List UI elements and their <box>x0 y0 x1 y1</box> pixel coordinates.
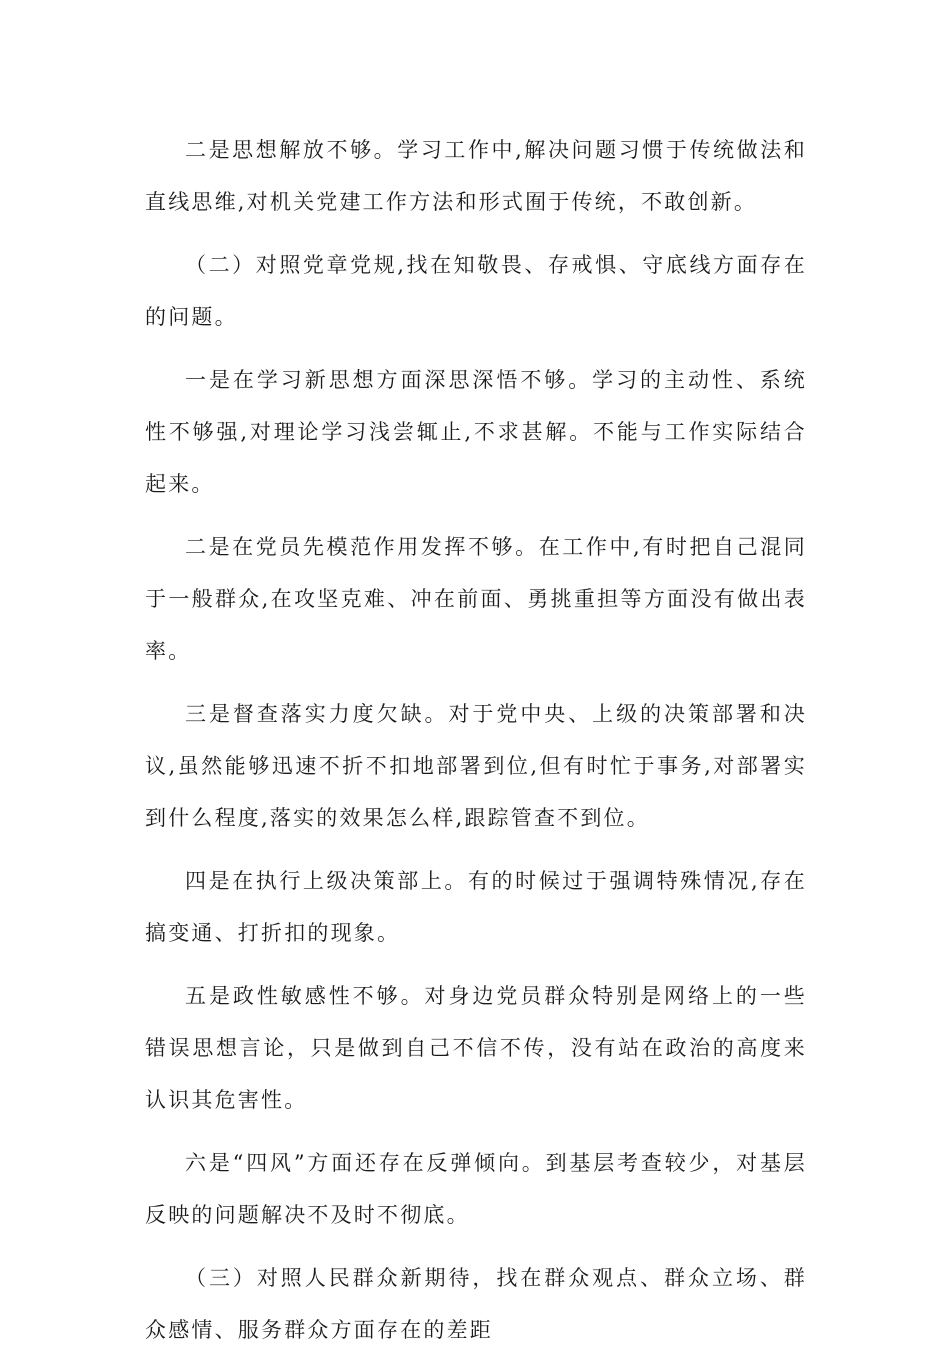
document-body <box>145 124 807 1356</box>
section-heading-party-constitution: （二）对照党章党规,找在知敬畏、存戒惧、守底线方面存在的问题。 <box>145 253 807 329</box>
section-heading-people-expectations: （三）对照人民群众新期待，找在群众观点、群众立场、群众感情、服务群众方面存在的差距 <box>145 1266 807 1342</box>
paragraph-thought-liberation: 二是思想解放不够。学习工作中,解决问题习惯于传统做法和直线思维,对机关党建工作方法和形式囿于传统，不敢创新。 <box>145 138 807 214</box>
paragraph-executing-decisions: 四是在执行上级决策部上。有的时候过于强调特殊情况,存在搞变通、打折扣的现象。 <box>145 869 807 945</box>
paragraph-four-winds: 六是“四风”方面还存在反弹倾向。到基层考查较少，对基层反映的问题解决不及时不彻底。 <box>145 1151 807 1227</box>
paragraph-political-sensitivity: 五是政性敏感性不够。对身边党员群众特别是网络上的一些错误思想言论，只是做到自己不信不传，没有站在政治的高度来认识其危害性。 <box>145 984 807 1112</box>
paragraph-supervision-implementation: 三是督查落实力度欠缺。对于党中央、上级的决策部署和决议,虽然能够迅速不折不扣地部署到位,但有时忙于事务,对部署实到什么程度,落实的效果怎么样,跟踪管查不到位。 <box>145 702 807 830</box>
paragraph-study-new-thought: 一是在学习新思想方面深思深悟不够。学习的主动性、系统性不够强,对理论学习浅尝辄止,不求甚解。不能与工作实际结合起来。 <box>145 368 807 496</box>
paragraph-exemplary-role: 二是在党员先模范作用发挥不够。在工作中,有时把自己混同于一般群众,在攻坚克难、冲在前面、勇挑重担等方面没有做出表率。 <box>145 535 807 663</box>
